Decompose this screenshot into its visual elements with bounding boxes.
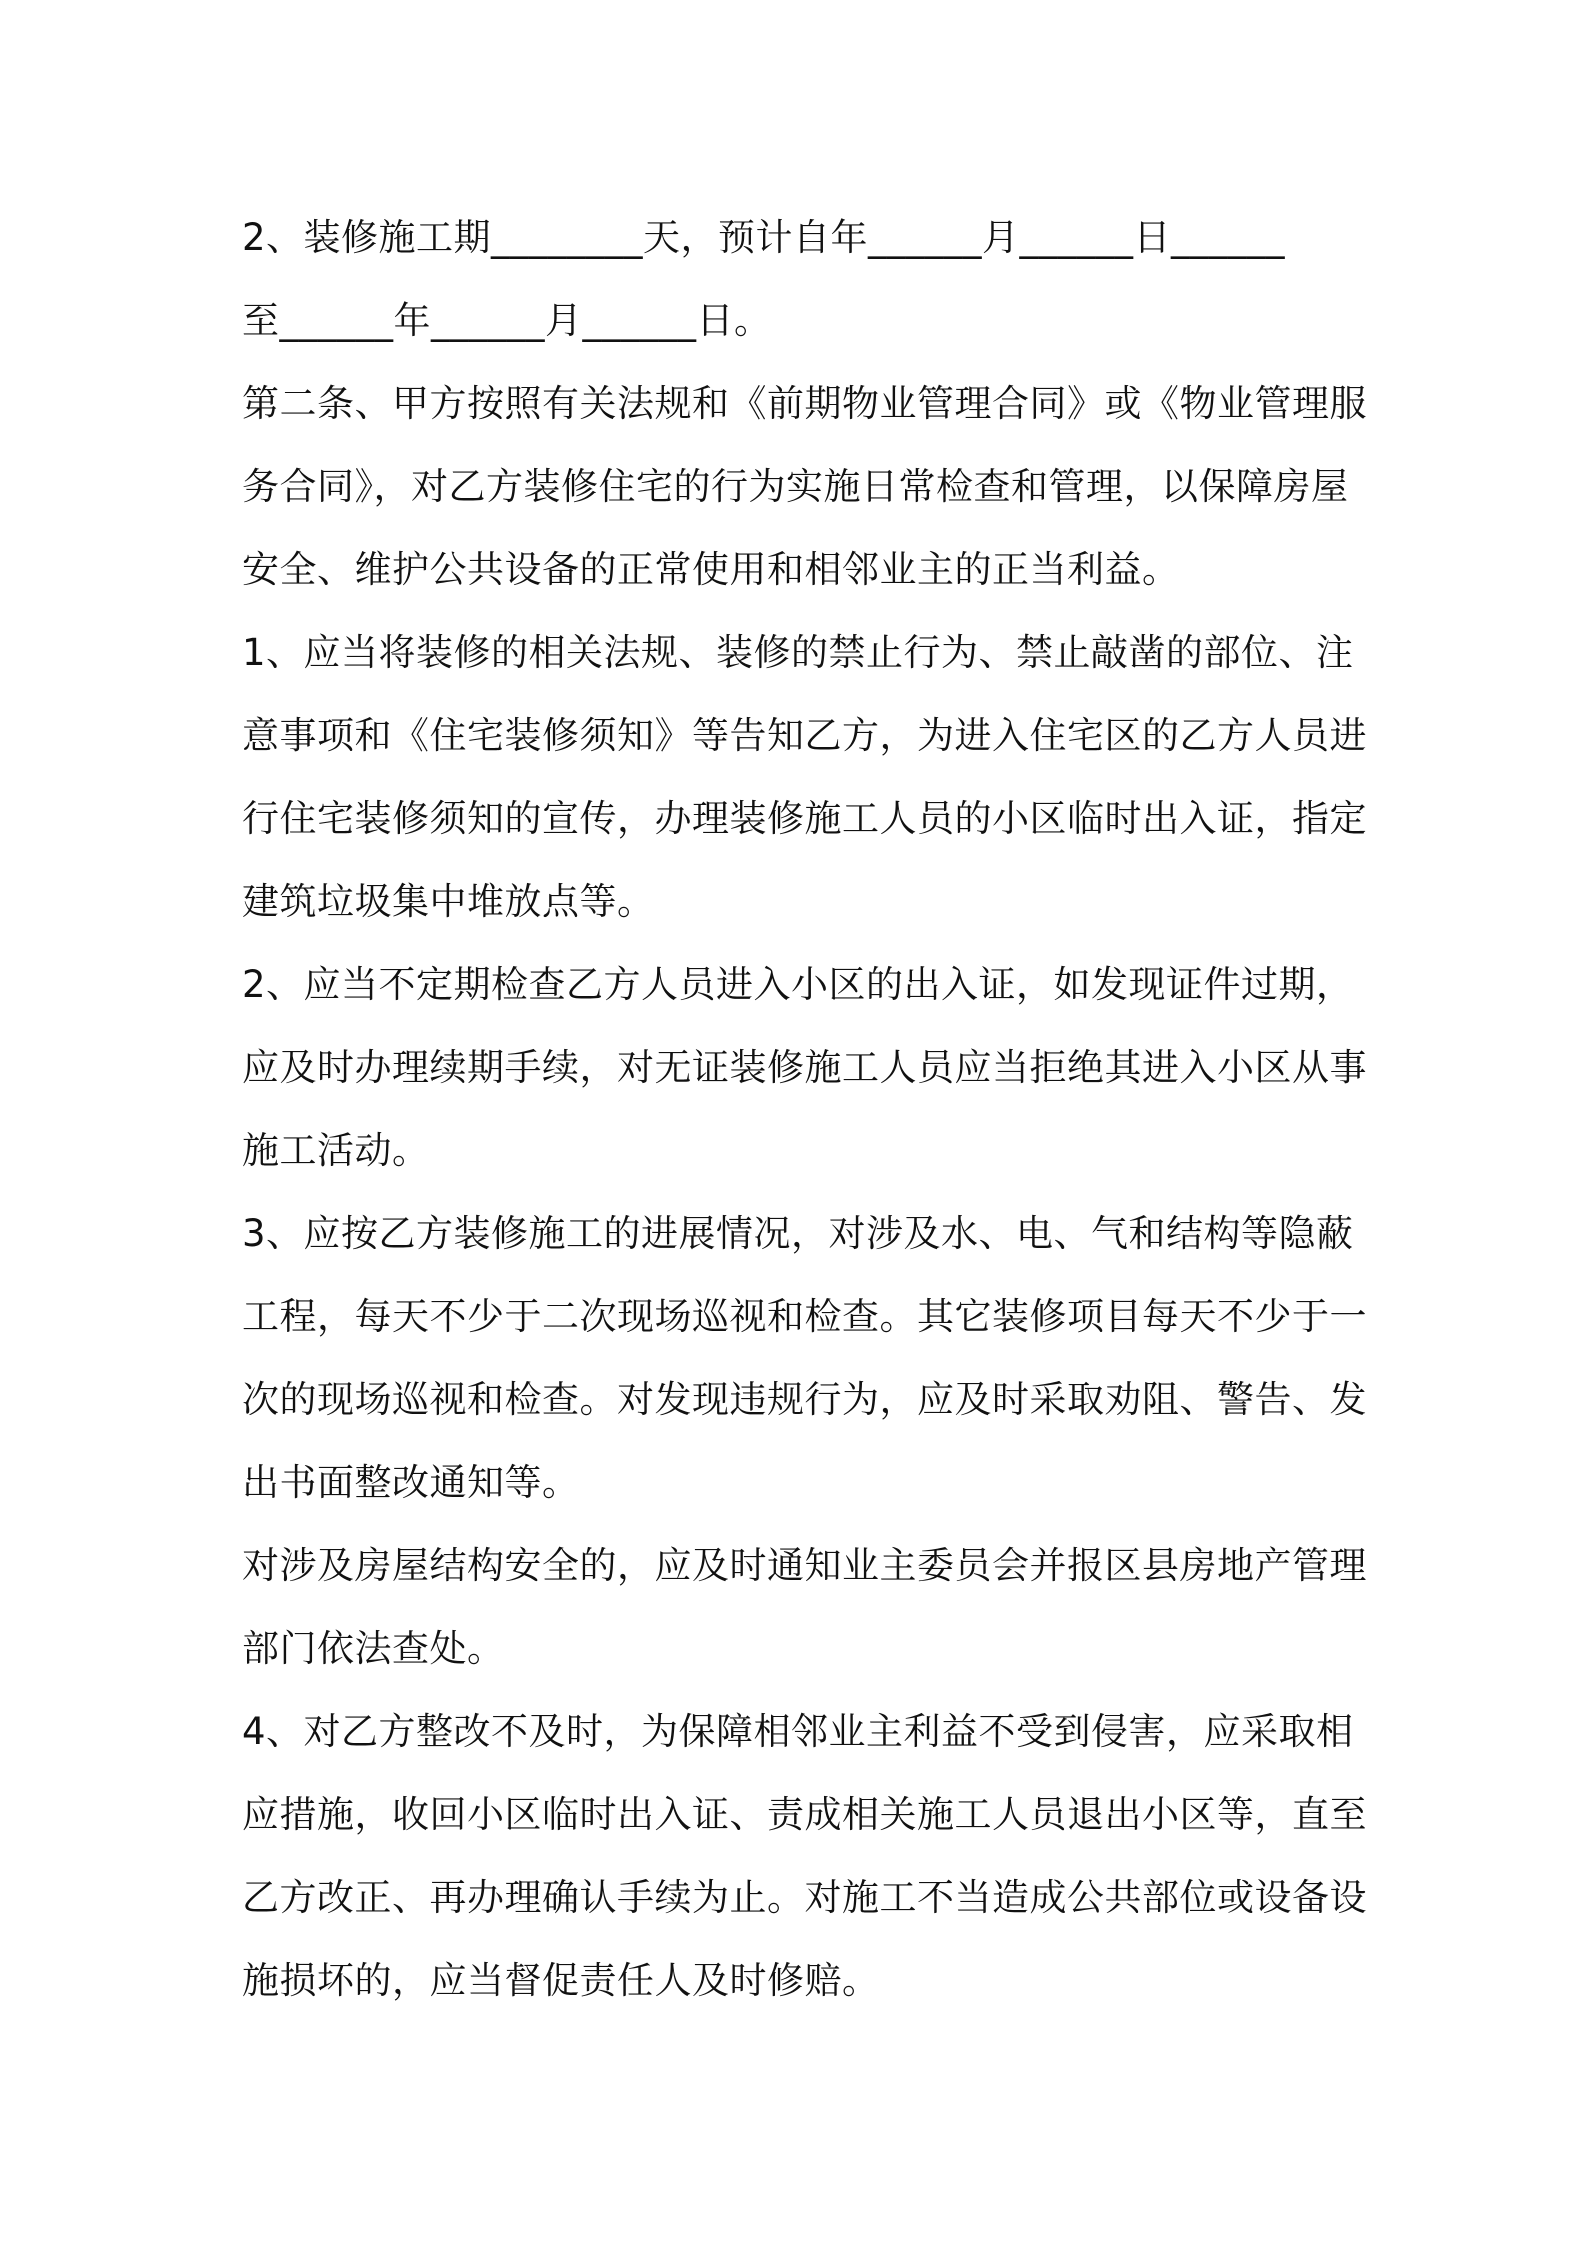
text-line: 行住宅装修须知的宣传，办理装修施工人员的小区临时出入证，指定 [242, 797, 1367, 840]
text-line: 建筑垃圾集中堆放点等。 [242, 880, 655, 923]
paragraph-item-4 [242, 1690, 1367, 2022]
paragraph-construction-period [242, 196, 1360, 362]
text-line: 应措施，收回小区临时出入证、责成相关施工人员退出小区等，直至 [242, 1793, 1367, 1836]
text-line: 第二条、甲方按照有关法规和《前期物业管理合同》或《物业管理服 [242, 382, 1367, 425]
text-line: 2、装修施工期________天，预计自年______月______日______ [242, 216, 1286, 259]
text-line: 2、应当不定期检查乙方人员进入小区的出入证，如发现证件过期， [242, 963, 1354, 1006]
paragraph-article-2 [242, 362, 1367, 611]
text-line: 施工活动。 [242, 1129, 430, 1172]
text-line: 意事项和《住宅装修须知》等告知乙方，为进入住宅区的乙方人员进 [242, 714, 1367, 757]
text-line: 3、应按乙方装修施工的进展情况，对涉及水、电、气和结构等隐蔽 [242, 1212, 1354, 1255]
text-line: 对涉及房屋结构安全的，应及时通知业主委员会并报区县房地产管理 [242, 1544, 1367, 1587]
paragraph-structural-safety [242, 1524, 1367, 1690]
paragraph-item-2 [242, 943, 1367, 1192]
document-body [242, 196, 1367, 2022]
text-line: 乙方改正、再办理确认手续为止。对施工不当造成公共部位或设备设 [242, 1876, 1367, 1919]
paragraph-item-1 [242, 611, 1367, 943]
paragraph-item-3 [242, 1192, 1367, 1524]
text-line: 4、对乙方整改不及时，为保障相邻业主利益不受到侵害，应采取相 [242, 1710, 1354, 1753]
text-line: 部门依法查处。 [242, 1627, 505, 1670]
text-line: 安全、维护公共设备的正常使用和相邻业主的正当利益。 [242, 548, 1180, 591]
text-line: 至______年______月______日。 [242, 299, 772, 342]
text-line: 工程，每天不少于二次现场巡视和检查。其它装修项目每天不少于一 [242, 1295, 1367, 1338]
text-line: 1、应当将装修的相关法规、装修的禁止行为、禁止敲凿的部位、注 [242, 631, 1354, 674]
text-line: 务合同》，对乙方装修住宅的行为实施日常检查和管理，以保障房屋 [242, 465, 1349, 508]
text-line: 应及时办理续期手续，对无证装修施工人员应当拒绝其进入小区从事 [242, 1046, 1367, 1089]
text-line: 施损坏的，应当督促责任人及时修赔。 [242, 1959, 880, 2002]
text-line: 次的现场巡视和检查。对发现违规行为，应及时采取劝阻、警告、发 [242, 1378, 1367, 1421]
text-line: 出书面整改通知等。 [242, 1461, 580, 1504]
